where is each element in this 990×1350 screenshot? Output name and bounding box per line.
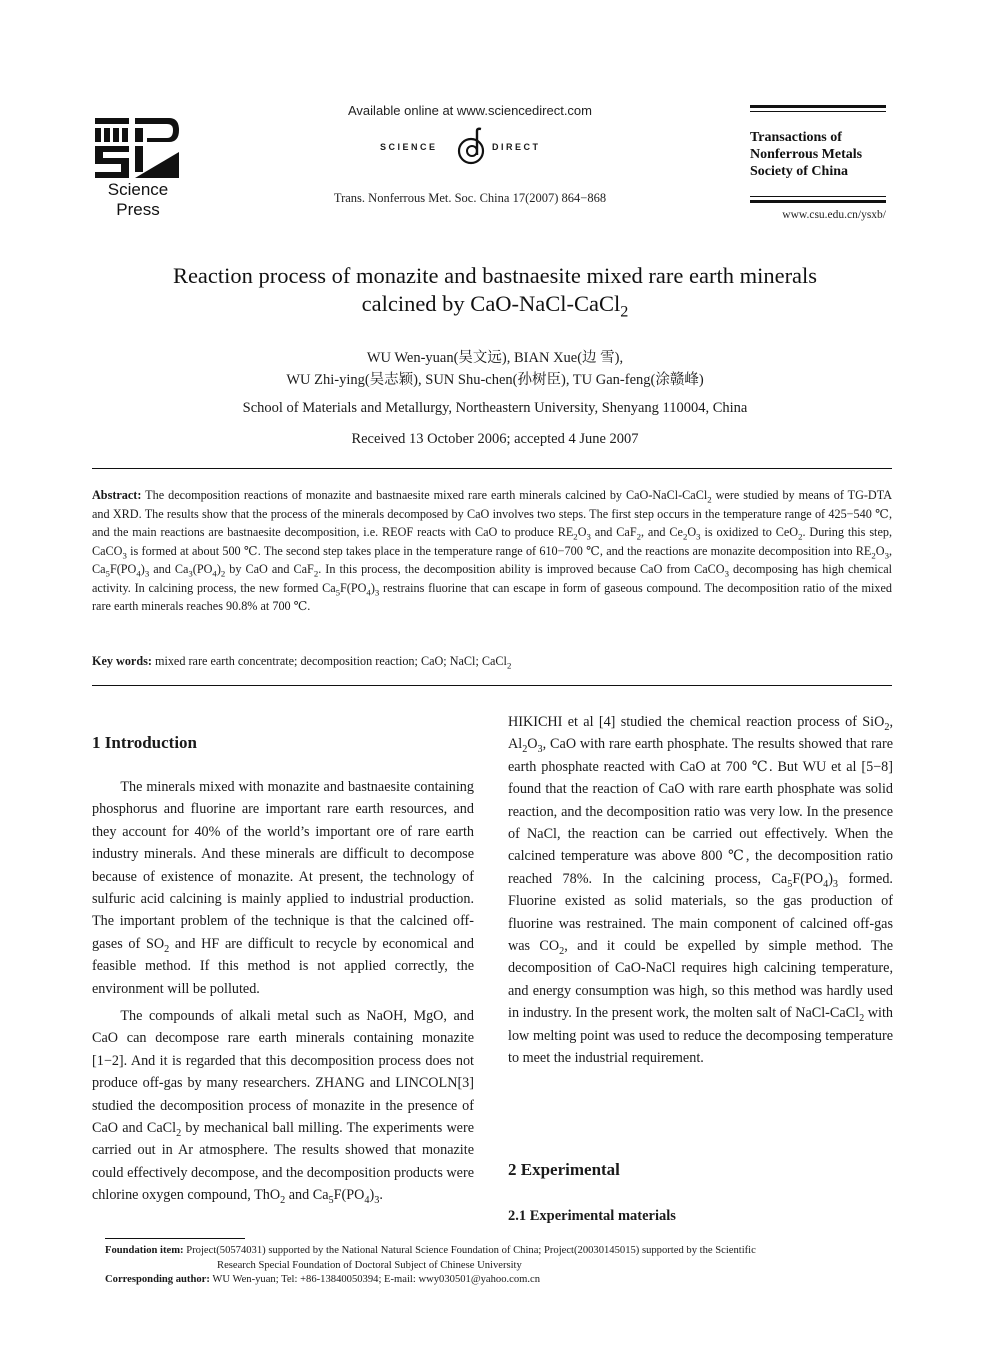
authors-line-1: WU Wen-yuan(吴文远), BIAN Xue(边 雪), [366, 350, 624, 366]
science-press-logo-icon [95, 116, 181, 180]
authors-line-2: WU Zhi-ying(吴志颖), SUN Shu-chen(孙树臣), TU Gan-feng(涂赣峰) [286, 372, 704, 388]
title-line-2: calcined by CaO-NaCl-CaCl$_2$ [361, 291, 629, 321]
affiliation: School of Materials and Metallurgy, Northeastern University, Shenyang 110004, China [242, 400, 748, 416]
abstract-label: Abstract: [92, 488, 142, 502]
experimental-heading: 2 Experimental [508, 1160, 620, 1179]
materials-heading: 2.1 Experimental materials [508, 1208, 676, 1224]
header-rule-top [750, 105, 886, 108]
corresponding-author [105, 1273, 900, 1288]
abstract-rule-top [92, 468, 892, 469]
sciencedirect-logo [380, 127, 580, 167]
foundation-item [105, 1244, 900, 1259]
intro-paragraph-1: The minerals mixed with monazite and bastnaesite containing phosphorus and fluorine are important rare earth resources, and they account for 40% of the world’s important ore of rare earth industry minerals. And these minerals are difficult to decompose because of existence of monazite. At present, the technology of sulfuric acid calcining is mainly applied to industrial production. The important problem of the technique is that the calcined off-gases of $SO_2$ and HF are difficult to recycle by economical and feasible method. If this method is not applied correctly, the environment will be polluted. [92, 779, 475, 997]
keywords: Key words: mixed rare earth concentrate; decomposition reaction; CaO; NaCl; CaCl$_2$ [92, 654, 512, 671]
sd-direct-text: DIRECT [492, 142, 541, 152]
sciencedirect-at-icon [454, 127, 490, 167]
keywords-label: Key words: [92, 654, 152, 668]
journal-name-line: Transactions of [750, 130, 842, 145]
logo-text-science: Science [107, 180, 169, 199]
journal-name [750, 129, 900, 180]
logo-text-press: Press [116, 200, 160, 219]
title-line-2-text: calcined by CaO-NaCl-CaCl [361, 291, 621, 316]
corresponding-label: Corresponding author: [105, 1274, 210, 1285]
corresponding-text: WU Wen-yuan; Tel: +86-13840050394; E-mail: wwy030501@yahoo.com.cn [212, 1274, 541, 1285]
journal-url: www.csu.edu.cn/ysxb/ [782, 209, 886, 221]
science-press-logo [95, 116, 181, 220]
foundation-text-cont: Research Special Foundation of Doctoral Subject of Chinese University [217, 1259, 522, 1271]
received-date: Received 13 October 2006; accepted 4 June 2007 [351, 431, 639, 447]
footnote-rule [105, 1238, 245, 1239]
sd-science-text: SCIENCE [380, 142, 438, 152]
foundation-text: Project(50574031) supported by the National Natural Science Foundation of China; Project(20030145015) supported by the Scientific [186, 1245, 756, 1256]
intro-heading: 1 Introduction [92, 733, 198, 752]
header-rule-top-thin [750, 111, 886, 112]
keywords-text: mixed rare earth concentrate; decomposition reaction; CaO; NaCl; CaCl [154, 654, 507, 668]
journal-name-line: Society of China [750, 164, 848, 179]
foundation-label: Foundation item: [105, 1245, 184, 1256]
journal-citation: Trans. Nonferrous Met. Soc. China 17(2007) 864−868 [333, 191, 607, 205]
intro-paragraph-2: The compounds of alkali metal such as NaOH, MgO, and CaO can decompose rare earth minerals containing monazite [1−2]. And it is regarded that this decomposition process does not produce off-gas by many researchers. ZHANG and LINCOLN[3] studied the decomposition process of monazite in the presence of CaO and CaCl$_2$ by mechanical ball milling. The experiments were carried out in Ar atmosphere. The results showed that monazite could effectively decompose, and the decomposition products were chlorine oxygen compound, ThO$_2$ and $Ca_5F(PO_4)_3$. [92, 1008, 475, 1207]
journal-name-line: Nonferrous Metals [750, 147, 863, 162]
footnote [105, 1244, 900, 1288]
intro-paragraph-3: HIKICHI et al [4] studied the chemical reaction process of SiO$_2$, $Al_2O_3$, CaO with rare earth phosphate. The results showed that rare earth phosphate reacted with CaO at 700 ℃. But WU et al [5−8] found that the reaction of CaO with rare earth phosphate was solid reaction, and the decomposition ratio was very low. In the presence of NaCl, the reaction can be carried out effectively. When the calcined temperature was above 800 ℃, the decomposition ratio reached 78%. In the calcining process, $Ca_5F(PO_4)_3$ formed. Fluorine existed as solid materials, so the gas production of fluorine was restrained. The main component of calcined off-gas was $CO_2$, and it could be expelled by simple method. The decomposition of CaO-NaCl requires high calcining temperature, and energy consumption was high, so this method was hardly used in industry. In the present work, the molten salt of NaCl-CaCl$_2$ with low melting point was used to reduce the decomposing temperature to meet the industrial requirement. [508, 714, 893, 1067]
abstract-rule-bottom [92, 685, 892, 686]
header-rule-bottom-thin [750, 196, 886, 197]
available-online: Available online at www.sciencedirect.com [348, 103, 592, 118]
title-line-1: Reaction process of monazite and bastnaesite mixed rare earth minerals [172, 263, 818, 288]
paper-title [60, 262, 930, 321]
abstract: Abstract: The decomposition reactions of monazite and bastnaesite mixed rare earth minerals calcined by CaO-NaCl-CaCl$_2$ were studied by means of TG-DTA and XRD. The results show that the process of the minerals decomposed by CaO involves two steps. The first step occurs in the temperature range of 425−540 ℃, and the main reactions are bastnaesite decomposition, i.e. REOF reacts with CaO to produce $RE_2O_3$ and CaF$_2$, and $Ce_2O_3$ is oxidized to CeO$_2$. During this step, CaCO$_3$ is formed at about 500 ℃. The second step takes place in the temperature range of 610−700 ℃, and the reactions are monazite decomposition into $RE_2O_3$, $Ca_5F(PO_4)_3$ and $Ca_3(PO_4)_2$ by CaO and CaF$_2$. In this process, the decomposition ability is improved because CaO from CaCO$_3$ decomposing has high chemical activity. In calcining process, the new formed $Ca_5F(PO_4)_3$ restrains fluorine that can escape in form of gaseous compound. The decomposition ratio of the mixed rare earth minerals reaches 90.8% at 700 ℃. [92, 488, 893, 613]
author-list [100, 347, 890, 391]
header-rule-bottom [750, 200, 886, 203]
